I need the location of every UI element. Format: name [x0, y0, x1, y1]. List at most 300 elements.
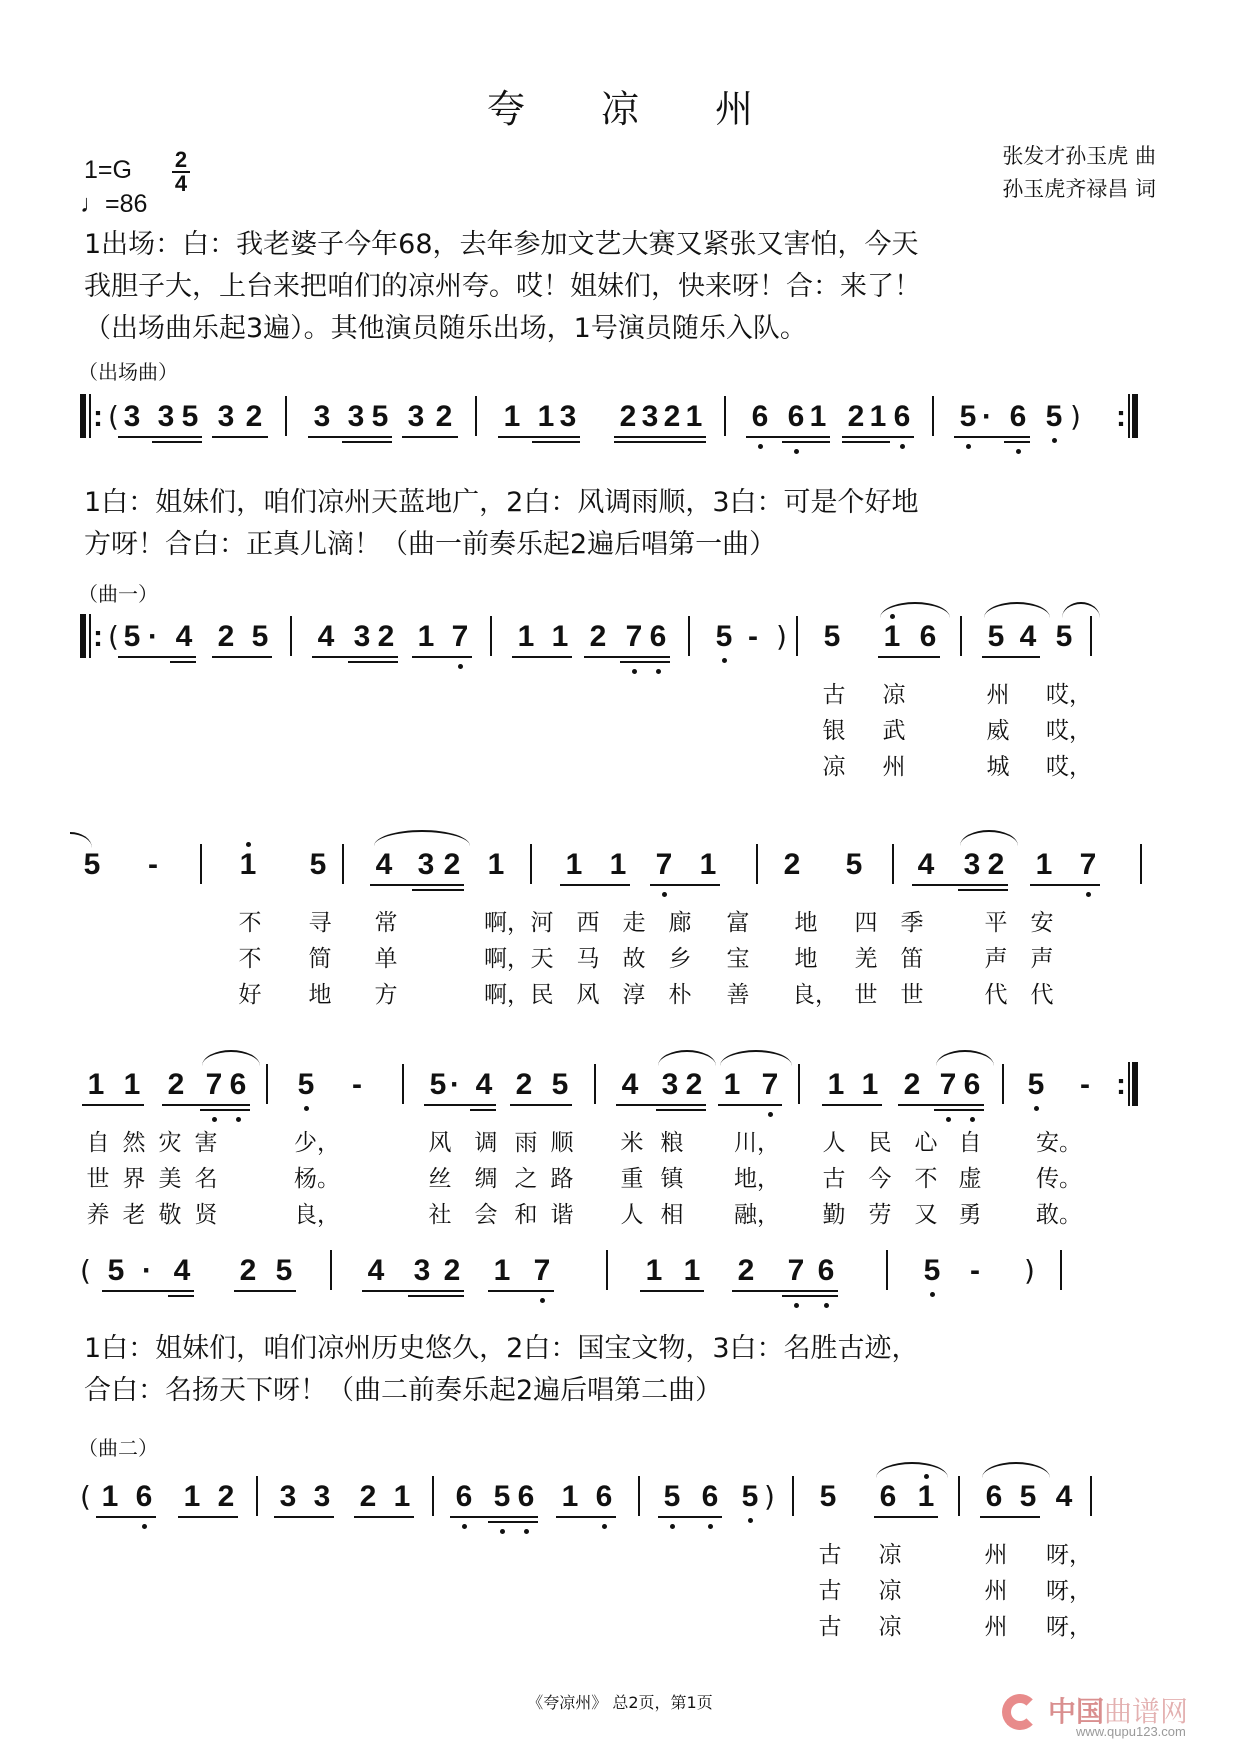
lyric-syllable: 呀，	[1046, 1614, 1092, 1640]
lyric-syllable: 声	[1030, 946, 1054, 972]
lyric-syllable: 凉	[882, 682, 906, 708]
lyric-syllable: 敬	[158, 1202, 182, 1228]
beam-underline	[234, 1290, 296, 1292]
note: 5	[275, 1254, 293, 1287]
beam-underline	[782, 441, 830, 443]
dialogue-line: 1出场：白：我老婆子今年68，去年参加文艺大赛又紧张又害怕，今天	[84, 229, 919, 260]
note: 7	[758, 1068, 782, 1102]
open-paren: (	[108, 620, 119, 653]
beam-underline	[212, 436, 268, 438]
augmentation-dot: ·	[450, 1068, 460, 1101]
lyric-syllable: 风	[576, 982, 600, 1008]
barline	[892, 844, 894, 884]
beam-underline	[274, 1516, 334, 1518]
lyric-syllable: 勤	[822, 1202, 846, 1228]
slur	[982, 1462, 1050, 1478]
title-char: 凉	[600, 87, 639, 131]
page-footer: 《夸凉州》 总2页，第1页	[527, 1693, 713, 1712]
note: 1	[87, 1068, 105, 1101]
beam-underline	[584, 656, 670, 658]
beam-underline	[498, 436, 580, 438]
staff-song1-interlude	[80, 1254, 1170, 1314]
dialogue-line: 合白：名扬天下呀！（曲二前奏乐起2遍后唱第二曲）	[84, 1375, 723, 1406]
slur	[984, 602, 1050, 618]
lyric-syllable: 融，	[734, 1202, 780, 1228]
note: 4	[917, 848, 935, 881]
lyric-syllable: 勇	[958, 1202, 982, 1228]
note: 1	[809, 400, 827, 433]
staff-song1-line1	[80, 620, 1170, 780]
lyric-syllable: 民	[868, 1130, 892, 1156]
lyric-syllable: 敢。	[1036, 1202, 1082, 1228]
lyric-syllable: 凉	[878, 1542, 902, 1568]
lyric-syllable: 哎，	[1046, 754, 1092, 780]
lyric-syllable: 宝	[726, 946, 750, 972]
beam-underline	[424, 1104, 496, 1106]
lyric-syllable: 美	[158, 1166, 182, 1192]
beam-underline	[162, 1104, 250, 1106]
lyric-syllable: 季	[900, 910, 924, 936]
note: 2	[987, 848, 1005, 881]
lyric-syllable: 哎，	[1046, 718, 1092, 744]
note: 1	[609, 848, 627, 881]
staff-song1-line3	[80, 1068, 1170, 1228]
slur	[880, 602, 950, 618]
note: 5	[845, 848, 863, 881]
note: 5	[1024, 1068, 1048, 1102]
barline	[1090, 1476, 1092, 1516]
note: 7	[202, 1068, 226, 1102]
note: 6	[784, 400, 808, 434]
repeat-start-thin	[89, 614, 91, 658]
lyric-syllable: 银	[822, 718, 846, 744]
beam-underline	[102, 1290, 194, 1292]
note: 5	[490, 1480, 514, 1514]
beam-underline	[782, 1295, 838, 1297]
lyric-syllable: 心	[914, 1130, 938, 1156]
note: 2	[435, 400, 453, 433]
slur	[876, 1462, 948, 1478]
note: 2	[663, 400, 681, 433]
lyric-syllable: 少，	[294, 1130, 340, 1156]
note: 5	[712, 620, 736, 654]
note: 6	[814, 1254, 838, 1288]
lyric-syllable: 养	[86, 1202, 110, 1228]
lyric-syllable: 良，	[294, 1202, 340, 1228]
beam-underline	[178, 1516, 238, 1518]
repeat-end-thin	[1128, 1062, 1130, 1106]
lyric-syllable: 河	[530, 910, 554, 936]
slur	[960, 830, 1018, 846]
note: 7	[448, 620, 472, 654]
note: 6	[514, 1480, 538, 1514]
barline	[266, 1064, 268, 1104]
barline	[688, 616, 690, 656]
note: 6	[985, 1480, 1003, 1513]
note: 1	[503, 400, 521, 433]
repeat-colon: :	[93, 620, 103, 653]
beam-underline	[488, 1521, 538, 1523]
beam-underline	[874, 1516, 938, 1518]
barline	[594, 1064, 596, 1104]
lyric-syllable: 安。	[1036, 1130, 1082, 1156]
note: 7	[784, 1254, 808, 1288]
lyric-syllable: 良，	[792, 982, 838, 1008]
beam-underline	[912, 884, 1008, 886]
barline	[200, 844, 202, 884]
note: 3	[641, 400, 659, 433]
beam-underline	[658, 1516, 722, 1518]
lyric-syllable: 谐	[550, 1202, 574, 1228]
dash: -	[352, 1068, 362, 1101]
note: 5	[1055, 620, 1073, 653]
repeat-end-thick	[1132, 1062, 1138, 1106]
beam-underline	[982, 656, 1040, 658]
barline	[724, 396, 726, 436]
repeat-start-thick	[80, 394, 86, 438]
open-paren: (	[80, 1480, 91, 1513]
lyric-syllable: 呀，	[1046, 1542, 1092, 1568]
note: 1	[914, 1480, 938, 1514]
beam-underline	[450, 1516, 538, 1518]
beam-underline	[370, 884, 464, 886]
beam-underline	[212, 656, 272, 658]
note: 4	[375, 848, 393, 881]
beam-underline	[822, 1104, 882, 1106]
staff-song1-line2	[80, 848, 1170, 1008]
lyric-syllable: 州	[984, 1542, 1008, 1568]
intro-dialogue	[84, 224, 1164, 350]
barline	[798, 1064, 800, 1104]
beam-underline	[412, 656, 472, 658]
note: 3	[313, 1480, 331, 1513]
lyric-syllable: 社	[428, 1202, 452, 1228]
slur-continuation	[70, 832, 92, 848]
lyric-syllable: 劳	[868, 1202, 892, 1228]
repeat-end-thick	[1132, 394, 1138, 438]
note: 5	[987, 620, 1005, 653]
barline	[285, 396, 287, 436]
lyric-syllable: 啊，	[484, 982, 530, 1008]
lyric-syllable: 风	[428, 1130, 452, 1156]
lyric-syllable: 单	[374, 946, 398, 972]
note: 3	[407, 400, 425, 433]
staff-entrance	[80, 400, 1170, 460]
barline	[402, 1064, 404, 1104]
lyric-syllable: 灾	[158, 1130, 182, 1156]
note: 2	[239, 1254, 257, 1287]
barline	[342, 844, 344, 884]
barline	[256, 1476, 258, 1516]
lyric-syllable: 故	[622, 946, 646, 972]
lyric-syllable: 简	[308, 946, 332, 972]
beam-underline	[408, 1295, 464, 1297]
slur	[202, 1050, 260, 1066]
note: 6	[919, 620, 937, 653]
lyric-syllable: 民	[530, 982, 554, 1008]
lyric-syllable: 古	[818, 1578, 842, 1604]
lyric-syllable: 自	[86, 1130, 110, 1156]
note: 5	[819, 1480, 837, 1513]
beam-underline	[732, 1290, 838, 1292]
dash: -	[148, 848, 158, 881]
lyric-syllable: 自	[958, 1130, 982, 1156]
barline	[1140, 844, 1142, 884]
barline	[756, 844, 758, 884]
lyric-syllable: 今	[868, 1166, 892, 1192]
barline	[432, 1476, 434, 1516]
watermark-logo	[1002, 1690, 1212, 1740]
note: 7	[530, 1254, 554, 1288]
note: 1	[537, 400, 555, 433]
beam-underline	[718, 1104, 782, 1106]
note: 1	[723, 1068, 741, 1101]
lyric-syllable: 绸	[474, 1166, 498, 1192]
logo-text-right: 曲谱网	[1104, 1695, 1189, 1728]
note: 3	[217, 400, 235, 433]
dialogue-line: 1白：姐妹们，咱们凉州天蓝地广，2白：风调雨顺，3白：可是个好地	[84, 487, 919, 518]
beam-underline	[650, 884, 720, 886]
note: 7	[622, 620, 646, 654]
lyric-syllable: 会	[474, 1202, 498, 1228]
dialogue-2	[84, 482, 1164, 566]
note: 6	[960, 1068, 984, 1102]
beam-underline	[118, 436, 202, 438]
beam-underline	[954, 436, 1030, 438]
beam-underline	[402, 436, 458, 438]
note: 3	[963, 848, 981, 881]
lyric-syllable: 州	[882, 754, 906, 780]
note: 1	[183, 1480, 201, 1513]
note: 5	[181, 400, 199, 433]
lyric-syllable: 世	[86, 1166, 110, 1192]
lyric-syllable: 方	[374, 982, 398, 1008]
note: 1	[517, 620, 535, 653]
lyric-syllable: 善	[726, 982, 750, 1008]
lyric-syllable: 古	[822, 1166, 846, 1192]
note: 6	[592, 1480, 616, 1514]
note: 5	[309, 848, 327, 881]
lyric-syllable: 米	[620, 1130, 644, 1156]
beam-underline	[656, 1109, 706, 1111]
barline	[796, 616, 798, 656]
note: 5	[1042, 400, 1066, 434]
lyric-syllable: 贤	[194, 1202, 218, 1228]
note: 1	[645, 1254, 663, 1287]
note: 3	[661, 1068, 679, 1101]
lyric-syllable: 不	[238, 946, 262, 972]
note: 1	[683, 1254, 701, 1287]
beam-underline	[312, 656, 398, 658]
lyric-syllable: 镇	[660, 1166, 684, 1192]
lyric-syllable: 传。	[1036, 1166, 1082, 1192]
barline	[290, 616, 292, 656]
dialogue-line: 1白：姐妹们，咱们凉州历史悠久，2白：国宝文物，3白：名胜古迹，	[84, 1333, 919, 1364]
lyric-syllable: 然	[122, 1130, 146, 1156]
logo-mark-icon	[1002, 1694, 1038, 1730]
note: 1	[417, 620, 435, 653]
lyric-syllable: 世	[900, 982, 924, 1008]
beam-underline	[308, 436, 392, 438]
note: 5	[660, 1480, 684, 1514]
lyric-syllable: 四	[854, 910, 878, 936]
note: 4	[173, 1254, 191, 1287]
note: 1	[861, 1068, 879, 1101]
note: 1	[565, 848, 583, 881]
beam-underline	[412, 889, 464, 891]
note: 3	[123, 400, 141, 433]
time-sig-bottom: 4	[174, 171, 188, 196]
beam-underline	[556, 1516, 616, 1518]
note: 3	[353, 620, 371, 653]
beam-underline	[878, 656, 940, 658]
section-label-song2: （曲二）	[78, 1436, 158, 1460]
lyric-syllable: 廊	[668, 910, 692, 936]
note: 2	[737, 1254, 755, 1287]
lyric-syllable: 天	[530, 946, 554, 972]
open-paren: (	[80, 1254, 91, 1287]
note: 5	[823, 620, 841, 653]
lyric-syllable: 州	[984, 1578, 1008, 1604]
note: 4	[317, 620, 335, 653]
note: 2	[783, 848, 801, 881]
lyric-syllable: 凉	[878, 1614, 902, 1640]
key-signature: 1=G	[84, 156, 132, 184]
beam-underline	[958, 889, 1008, 891]
note: 6	[890, 400, 914, 434]
beam-underline	[152, 441, 202, 443]
note: 1	[487, 848, 505, 881]
repeat-colon: :	[1116, 1068, 1126, 1101]
lyric-syllable: 好	[238, 982, 262, 1008]
beam-underline	[362, 1290, 464, 1292]
note: 6	[646, 620, 670, 654]
beam-underline	[560, 884, 630, 886]
beam-underline	[532, 441, 580, 443]
repeat-end-thin	[1128, 394, 1130, 438]
lyric-syllable: 顺	[550, 1130, 574, 1156]
augmentation-dot: ·	[142, 1254, 152, 1287]
title-char: 夸	[486, 87, 525, 131]
beam-underline	[488, 1290, 554, 1292]
dialogue-line: 我胆子大，上台来把咱们的凉州夸。哎！姐妹们，快来呀！合：来了！	[84, 271, 921, 302]
note: 4	[1019, 620, 1037, 653]
augmentation-dot: ·	[148, 620, 158, 653]
barline	[490, 616, 492, 656]
lyric-syllable: 羌	[854, 946, 878, 972]
lyric-syllable: 古	[818, 1542, 842, 1568]
note: 1	[236, 848, 260, 882]
note: 3	[559, 400, 577, 433]
beam-underline	[614, 441, 706, 443]
note: 2	[515, 1068, 533, 1101]
note: 3	[279, 1480, 297, 1513]
repeat-colon: :	[93, 400, 103, 433]
repeat-start-thick	[80, 614, 86, 658]
beam-underline	[842, 441, 890, 443]
note: 2	[167, 1068, 185, 1101]
note: 1	[123, 1068, 141, 1101]
beam-underline	[470, 1109, 496, 1111]
note: 4	[1055, 1480, 1073, 1513]
beam-underline	[96, 1516, 156, 1518]
barline	[606, 1250, 608, 1290]
note: 1	[493, 1254, 511, 1287]
note: 2	[217, 620, 235, 653]
lyric-syllable: 啊，	[484, 910, 530, 936]
logo-url: www.qupu123.com	[1076, 1724, 1186, 1739]
note: 1	[880, 620, 904, 654]
beam-underline	[746, 436, 830, 438]
note: 6	[452, 1480, 476, 1514]
lyric-syllable: 威	[986, 718, 1010, 744]
lyric-syllable: 重	[620, 1166, 644, 1192]
time-sig-top: 2	[174, 147, 188, 172]
note: 2	[359, 1480, 377, 1513]
note: 3	[313, 400, 331, 433]
note: 1	[1035, 848, 1053, 881]
lyric-syllable: 粮	[660, 1130, 684, 1156]
lyric-syllable: 之	[514, 1166, 538, 1192]
lyric-syllable: 相	[660, 1202, 684, 1228]
note: 5	[251, 620, 269, 653]
lyric-syllable: 声	[984, 946, 1008, 972]
beam-underline	[168, 1295, 194, 1297]
lyric-syllable: 丝	[428, 1166, 452, 1192]
lyric-syllable: 杨。	[294, 1166, 340, 1192]
slur	[374, 830, 470, 846]
note: 4	[475, 1068, 493, 1101]
lyric-syllable: 路	[550, 1166, 574, 1192]
note: 7	[652, 848, 676, 882]
lyric-syllable: 武	[882, 718, 906, 744]
lyric-syllable: 不	[914, 1166, 938, 1192]
lyric-syllable: 城	[986, 754, 1010, 780]
lyric-syllable: 富	[726, 910, 750, 936]
lyric-syllable: 雨	[514, 1130, 538, 1156]
beam-underline	[348, 661, 398, 663]
lyric-syllable: 平	[984, 910, 1008, 936]
note: 5	[294, 1068, 318, 1102]
note: 5	[371, 400, 389, 433]
lyric-syllable: 代	[1030, 982, 1054, 1008]
beam-underline	[82, 1104, 144, 1106]
barline	[530, 844, 532, 884]
lyric-syllable: 笛	[900, 946, 924, 972]
note: 6	[132, 1480, 156, 1514]
note: 1	[101, 1480, 119, 1513]
note: 1	[551, 620, 569, 653]
beam-underline	[616, 1104, 706, 1106]
note: 7	[1076, 848, 1100, 882]
slur	[720, 1050, 792, 1066]
note: 5	[920, 1254, 944, 1288]
lyric-syllable: 世	[854, 982, 878, 1008]
lyric-syllable: 寻	[308, 910, 332, 936]
lyric-syllable: 朴	[668, 982, 692, 1008]
dialogue-3	[84, 1328, 1164, 1412]
lyric-syllable: 哎，	[1046, 682, 1092, 708]
lyric-syllable: 名	[194, 1166, 218, 1192]
repeat-start-thin	[89, 394, 91, 438]
note: 4	[367, 1254, 385, 1287]
note: 2	[847, 400, 865, 433]
time-signature	[172, 147, 190, 196]
section-label-song1: （曲一）	[78, 582, 158, 606]
beam-underline	[354, 1516, 414, 1518]
note: 5	[429, 1068, 447, 1101]
note: 2	[377, 620, 395, 653]
